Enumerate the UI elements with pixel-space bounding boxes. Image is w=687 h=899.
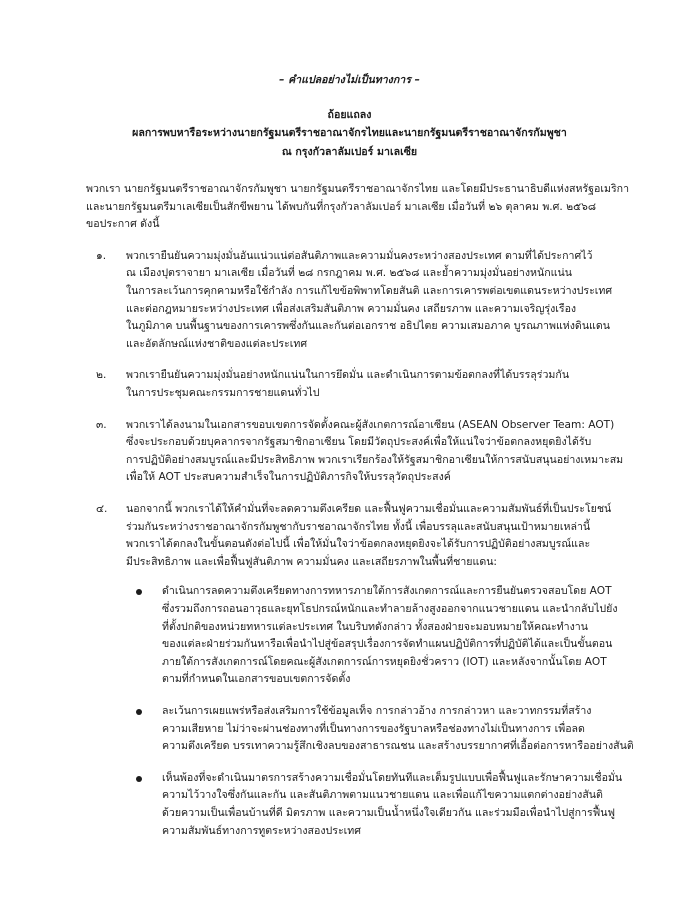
- item-text: [126, 501, 613, 571]
- text-line: ที่ตั้งปกติของหน่วยทหารแต่ละประเทศ ในบริบทดังกล่าว ทั้งสองฝ่ายจะมอบหมายให้คณะทำงาน: [162, 620, 588, 633]
- intro-line: และนายกรัฐมนตรีมาเลเซียเป็นสักขีพยาน ได้พบกันที่กรุงกัวลาลัมเปอร์ มาเลเซีย เมื่อวันที่ ๒๖ ตุลาคม พ.ศ. ๒๕๖๘: [86, 200, 597, 213]
- intro-line: ขอประกาศ ดังนี้: [86, 218, 160, 231]
- text-line: ในการละเว้นการคุกคามหรือใช้กำลัง การแก้ไขข้อพิพาทโดยสันติ และการเคารพต่อเขตแดนระหว่างประเทศ: [126, 285, 613, 298]
- unofficial-translation-note: – คำแปลอย่างไม่เป็นทางการ –: [279, 74, 420, 86]
- title-line-3: ณ กรุงกัวลาลัมเปอร์ มาเลเซีย: [281, 145, 418, 158]
- bullet-icon: [136, 776, 142, 782]
- bullet-list: [126, 583, 634, 840]
- list-item-3: [86, 417, 624, 487]
- text-line: ความสัมพันธ์ทางการทูตระหว่างสองประเทศ: [162, 824, 361, 837]
- text-line: ซึ่งรวมถึงการถอนอาวุธและยุทโธปกรณ์หนักและทำลายล้างสูงออกจากแนวชายแดน และนำกลับไปยัง: [162, 602, 618, 615]
- item-number: ๑.: [96, 249, 107, 262]
- item-number: ๒.: [96, 369, 107, 382]
- text-line: พวกเรายืนยันความมุ่งมั่นอย่างหนักแน่นในการยึดมั่น และดำเนินการตามข้อตกลงที่ได้บรรลุร่วมกัน: [126, 369, 570, 382]
- bullet-text: [162, 770, 623, 840]
- text-line: ด้วยความเป็นเพื่อนบ้านที่ดี มิตรภาพ และความเป็นน้ำหนึ่งใจเดียวกัน และร่วมมือเพื่อนำไปสู่การฟื้นฟู: [162, 806, 615, 819]
- bullet-text: [162, 583, 618, 689]
- text-line: การปฏิบัติอย่างสมบูรณ์และมีประสิทธิภาพ พวกเราเรียกร้องให้รัฐสมาชิกอาเซียนให้การสนับสนุนอย่างเหมาะสม: [126, 453, 624, 466]
- intro-line: พวกเรา นายกรัฐมนตรีราชอาณาจักรกัมพูชา นายกรัฐมนตรีราชอาณาจักรไทย และโดยมีประธานาธิบดีแห่งสหรัฐอเมริกา: [86, 183, 630, 196]
- text-line: ตามที่กำหนดในเอกสารขอบเขตการจัดตั้ง: [162, 673, 351, 686]
- item-text: [126, 417, 624, 487]
- text-line: พวกเรายืนยันความมุ่งมั่นอันแน่วแน่ต่อสันติภาพและความมั่นคงระหว่างสองประเทศ ตามที่ได้ประกาศไว้: [126, 249, 593, 262]
- bullet-text: [162, 703, 634, 756]
- bullet-item-2: [126, 703, 634, 756]
- text-line: ภายใต้การสังเกตการณ์โดยคณะผู้สังเกตการณ์การหยุดยิงชั่วคราว (IOT) และหลังจากนั้นโดย AOT: [162, 655, 607, 668]
- text-line: ละเว้นการเผยแพร่หรือส่งเสริมการใช้ข้อมูลเท็จ การกล่าวอ้าง การกล่าวหา และวาทกรรมที่สร้าง: [162, 704, 592, 717]
- intro-paragraph: [86, 181, 630, 234]
- text-line: ความตึงเครียด บรรเทาความรู้สึกเชิงลบของสาธารณชน และสร้างบรรยากาศที่เอื้อต่อการหารืออย่างสันติ: [162, 740, 634, 753]
- text-line: ซึ่งจะประกอบด้วยบุคลากรจากรัฐสมาชิกอาเซียน โดยมีวัตถุประสงค์เพื่อให้แน่ใจว่าข้อตกลงหยุดยิงได้รับ: [126, 436, 592, 449]
- item-text: [126, 248, 613, 354]
- text-line: ความเสียหาย ไม่ว่าจะผ่านช่องทางที่เป็นทางการของรัฐบาลหรือช่องทางไม่เป็นทางการ เพื่อลด: [162, 722, 585, 735]
- text-line: ในภูมิภาค บนพื้นฐานของการเคารพซึ่งกันและกันต่อเอกราช อธิปไตย ความเสมอภาค บูรณภาพแห่งดินแดน: [126, 320, 611, 333]
- list-item-1: [86, 248, 613, 354]
- title-line-1: ถ้อยแถลง: [327, 108, 372, 121]
- text-line: พวกเราได้ลงนามในเอกสารขอบเขตการจัดตั้งคณะผู้สังเกตการณ์อาเซียน (ASEAN Observer Team: AOT): [126, 418, 615, 431]
- text-line: เพื่อให้ AOT ประสบความสำเร็จในการปฏิบัติภารกิจให้บรรลุวัตถุประสงค์: [126, 471, 451, 484]
- bullet-icon: [136, 709, 142, 715]
- text-line: ของแต่ละฝ่ายร่วมกันหารือเพื่อนำไปสู่ข้อสรุปเรื่องการจัดทำแผนปฏิบัติการที่ปฏิบัติได้และเป็นขั้นตอน: [162, 638, 613, 651]
- numbered-list: [86, 248, 634, 840]
- text-line: และต่อกฎหมายระหว่างประเทศ เพื่อส่งเสริมสันติภาพ ความมั่นคง เสถียรภาพ และความเจริญรุ่งเรือง: [126, 302, 577, 315]
- bullet-item-3: [126, 770, 623, 840]
- text-line: ร่วมกันระหว่างราชอาณาจักรกัมพูชากับราชอาณาจักรไทย ทั้งนี้ เพื่อบรรลุและสนับสนุนเป้าหมายเหล่านี้: [126, 520, 591, 533]
- text-line: ณ เมืองปุตราจายา มาเลเซีย เมื่อวันที่ ๒๘ กรกฎาคม พ.ศ. ๒๕๖๘ และย้ำความมุ่งมั่นอย่างหนักแน่น: [126, 267, 572, 280]
- item-number: ๔.: [96, 503, 108, 515]
- list-item-2: [86, 367, 613, 402]
- text-line: มีประสิทธิภาพ และเพื่อฟื้นฟูสันติภาพ ความมั่นคง และเสถียรภาพในพื้นที่ชายแดน:: [126, 555, 498, 568]
- text-line: นอกจากนี้ พวกเราได้ให้คำมั่นที่จะลดความตึงเครียด และฟื้นฟูความเชื่อมั่นและความสัมพันธ์ที่เป็นประโยชน์: [126, 503, 612, 515]
- text-line: และอัตลักษณ์แห่งชาติของแต่ละประเทศ: [126, 337, 308, 350]
- text-line: พวกเราได้ตกลงในขั้นตอนดังต่อไปนี้ เพื่อให้มั่นใจว่าข้อตกลงหยุดยิงจะได้รับการปฏิบัติอย่างสมบูรณ์และ: [126, 538, 591, 551]
- title-line-2: ผลการพบหารือระหว่างนายกรัฐมนตรีราชอาณาจักรไทยและนายกรัฐมนตรีราชอาณาจักรกัมพูชา: [132, 127, 567, 140]
- bullet-icon: [136, 589, 142, 595]
- text-line: ดำเนินการลดความตึงเครียดทางการทหารภายใต้การสังเกตการณ์และการยืนยันตรวจสอบโดย AOT: [162, 585, 612, 598]
- bullet-item-1: [126, 583, 618, 689]
- text-line: ในการประชุมคณะกรรมการชายแดนทั่วไป: [126, 387, 320, 400]
- text-line: เห็นพ้องที่จะดำเนินมาตรการสร้างความเชื่อมั่นโดยทันทีและเต็มรูปแบบเพื่อฟื้นฟูและรักษาความเชื่อมั่น: [162, 771, 623, 784]
- item-text: [126, 367, 613, 402]
- item-number: ๓.: [96, 418, 107, 431]
- text-line: ความไว้วางใจซึ่งกันและกัน และสันติภาพตามแนวชายแดน และเพื่อแก้ไขความแตกต่างอย่างสันติ: [162, 789, 603, 802]
- list-item-4: [86, 501, 634, 840]
- document-title: [86, 106, 613, 162]
